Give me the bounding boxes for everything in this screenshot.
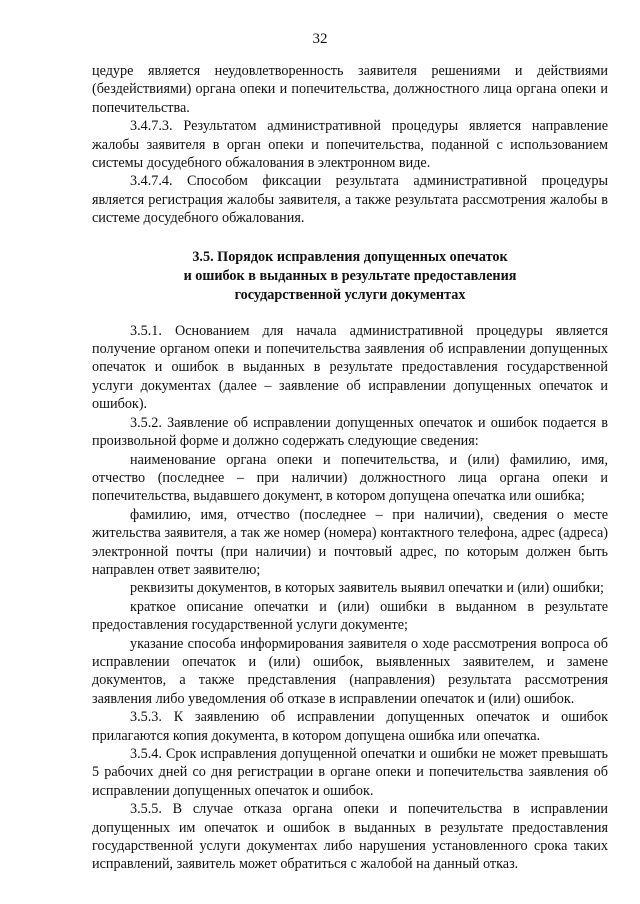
paragraph-3-5-4: 3.5.4. Срок исправления допущенной опечатки и ошибки не может превышать 5 рабочих дней со дня регистрации в органе опеки и попечительства заявления об исправлении допущенных опечаток и ошибок.: [92, 746, 608, 799]
page-number: 32: [312, 31, 328, 47]
list-item-applicant-details: фамилию, имя, отчество (последнее – при наличии), сведения о месте жительства заявителя, а так же номер (номера) контактного телефона, адрес (адреса) электронной почты (при наличии) и почтовый адрес, по которым должен быть направлен ответ заявителю;: [92, 506, 608, 578]
section-heading-line: государственной услуги документах: [234, 286, 466, 303]
page-content: [92, 62, 608, 874]
paragraph-3-5-2: 3.5.2. Заявление об исправлении допущенных опечаток и ошибок подается в произвольной форме и должно содержать следующие сведения:: [92, 414, 608, 450]
list-item-notification-method: указание способа информирования заявителя о ходе рассмотрения вопроса об исправлении опечаток и (или) ошибок, выявленных заявителем, и замене документов, а также представления (направления) результата рассмотрения заявления либо уведомления об отказе в исправлении опечаток и (или) ошибок.: [92, 635, 608, 707]
paragraph-3-5-1: 3.5.1. Основанием для начала административной процедуры является получение органом опеки и попечительства заявления об исправлении допущенных опечаток и ошибок в выданных в результате предоставления государственной услуги документах (далее – заявление об исправлении допущенных опечаток и ошибок).: [92, 322, 608, 413]
paragraph-3-5-3: 3.5.3. К заявлению об исправлении допущенных опечаток и ошибок прилагаются копия документа, в котором допущена ошибка или опечатка.: [92, 709, 608, 744]
paragraph-3-4-7-4: 3.4.7.4. Способом фиксации результата административной процедуры является регистрация жалобы заявителя, а также результата рассмотрения жалобы в системе досудебного обжалования.: [92, 173, 608, 227]
paragraph-continuation: цедуре является неудовлетворенность заявителя решениями и действиями (бездействиями) органа опеки и попечительства, должностного лица органа опеки и попечительства.: [92, 63, 608, 116]
paragraph-3-5-5: 3.5.5. В случае отказа органа опеки и попечительства в исправлении допущенных им опечаток и ошибок в выданных в результате предоставления государственной услуги документах либо нарушения установленного срока таких исправлений, заявитель может обратиться с жалобой на данный отказ.: [92, 801, 608, 873]
list-item-organ-name: наименование органа опеки и попечительства, и (или) фамилию, имя, отчество (последнее – при наличии) должностного лица органа опеки и попечительства, выдавшего документ, в котором допущена опечатка или ошибка;: [92, 451, 608, 505]
section-heading-line: 3.5. Порядок исправления допущенных опечаток: [192, 248, 508, 265]
list-item-document-requisites: реквизиты документов, в которых заявитель выявил опечатки и (или) ошибки;: [130, 580, 604, 597]
section-heading-line: и ошибок в выданных в результате предоставления: [183, 267, 517, 284]
section-heading: [92, 248, 608, 305]
list-item-error-description: краткое описание опечатки и (или) ошибки в выданном в результате предоставления государственной услуги документе;: [92, 598, 608, 634]
paragraph-3-4-7-3: 3.4.7.3. Результатом административной процедуры является направление жалобы заявителя в орган опеки и попечительства, поданной с использованием системы досудебного обжалования в электронном виде.: [92, 118, 608, 172]
